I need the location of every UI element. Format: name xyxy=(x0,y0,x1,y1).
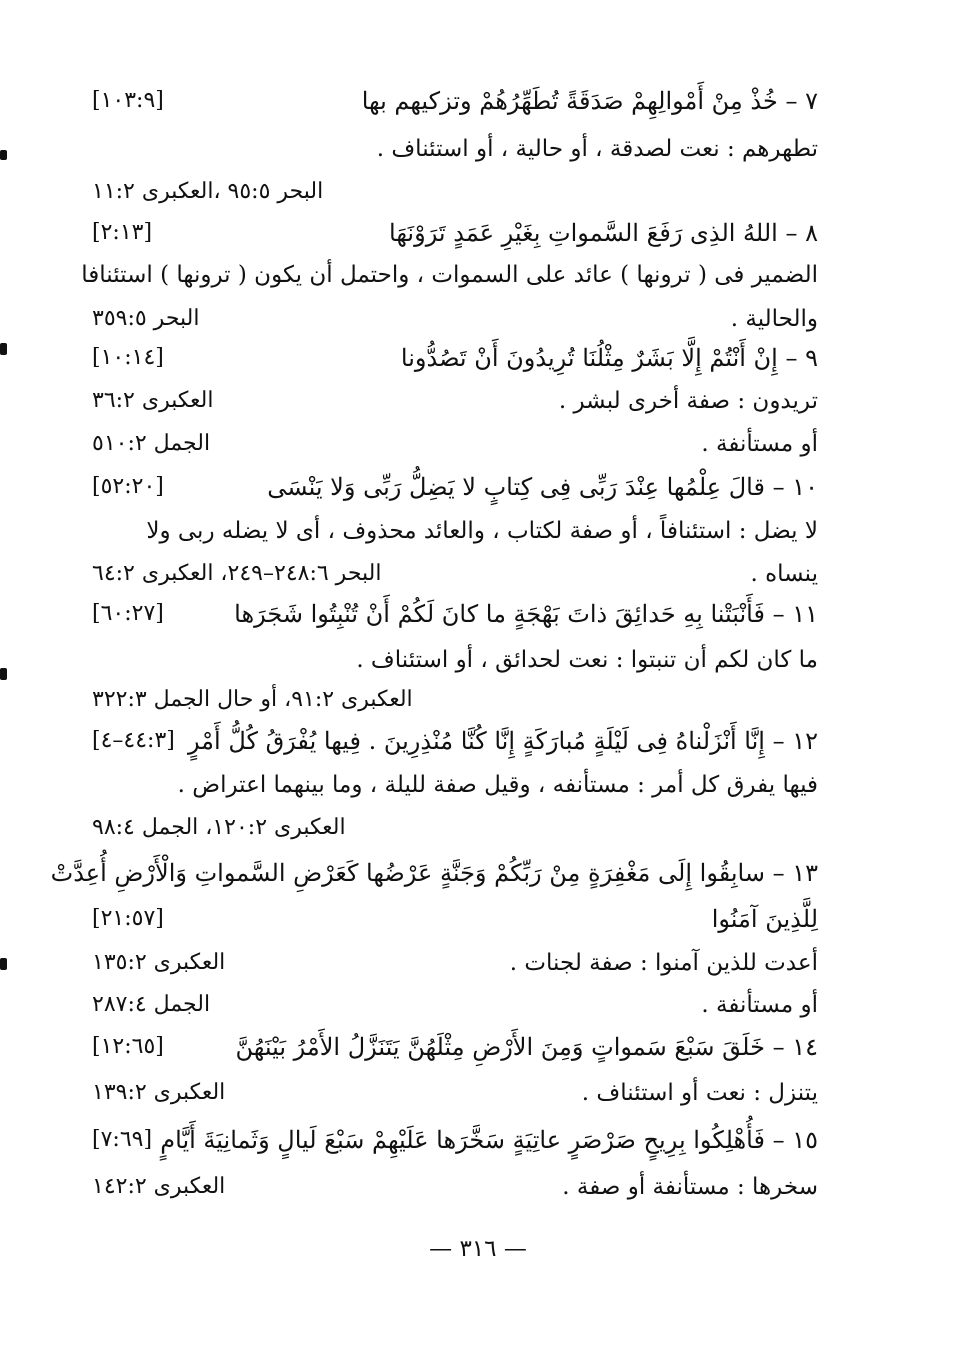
verse-line xyxy=(92,470,818,504)
scan-edge-mark xyxy=(0,958,7,970)
verse-line xyxy=(92,1123,818,1157)
source-citation: الجمل ٢٨٧:٤ xyxy=(92,992,211,1017)
commentary-line xyxy=(92,557,818,591)
commentary-line xyxy=(92,946,818,980)
scan-edge-mark xyxy=(0,343,7,355)
verse-reference: [٢١:٥٧] xyxy=(92,906,164,931)
source-citation: البحر ٩٥:٥ ،العكبرى ١١:٢ xyxy=(92,179,324,204)
line-text: يتنزل : نعت أو استئناف . xyxy=(581,1080,818,1106)
commentary-line xyxy=(92,427,818,461)
source-citation: العكبرى ١٣٥:٢ xyxy=(92,950,226,975)
quran-verse-text: ١٠ – قالَ عِلْمُها عِنْدَ رَبِّى فِى كِتابٍ لا يَضِلُّ رَبِّى وَلا يَنْسَى xyxy=(267,473,818,501)
source-citation: البحر ٢٤٨:٦–٢٤٩، العكبرى ٦٤:٢ xyxy=(92,561,382,586)
commentary-line xyxy=(92,132,818,166)
quran-verse-text: ٨ – اللهُ الذِى رَفَعَ السَّمواتِ بِغَيْرِ عَمَدٍ تَرَوْنَهَا xyxy=(389,219,818,247)
verse-reference: [٢:١٣] xyxy=(92,220,153,245)
commentary-line xyxy=(92,175,818,209)
commentary-line xyxy=(92,988,818,1022)
verse-line xyxy=(92,341,818,375)
source-citation: العكبرى ١٢٠:٢، الجمل ٩٨:٤ xyxy=(92,815,346,840)
scan-edge-mark xyxy=(0,150,7,160)
verse-line xyxy=(92,902,818,936)
verse-line xyxy=(50,856,818,890)
commentary-line xyxy=(92,643,818,677)
quran-verse-text: ٩ – إِنْ أَنْتُمْ إِلَّا بَشَرٌ مِثْلُنَا تُرِيدُونَ أَنْ تَصُدُّونا xyxy=(400,344,818,372)
line-text: تريدون : صفة أخرى لبشر . xyxy=(558,388,818,414)
source-citation: العكبرى ٣٦:٢ xyxy=(92,388,214,413)
page-number: — ٣١٦ — xyxy=(429,1236,527,1262)
verse-line xyxy=(92,597,818,631)
verse-reference: [٦٠:٢٧] xyxy=(92,601,164,626)
commentary-line xyxy=(92,302,818,336)
line-text: أعدت للذين آمنوا : صفة لجنات . xyxy=(509,950,818,976)
verse-reference: [١٠:١٤] xyxy=(92,345,164,370)
quran-verse-text: ١٢ – إِنَّا أَنْزَلْناهُ فِى لَيْلَةٍ مُبارَكَةٍ إِنَّا كُنَّا مُنْذِرِينَ . فِيها يُفْرَقُ كُلُّ أَمْرٍ xyxy=(187,727,818,755)
source-citation: العكبرى ٩١:٢، أو حال الجمل ٣٢٢:٣ xyxy=(92,687,413,712)
source-citation: العكبرى ١٤٢:٢ xyxy=(92,1174,226,1199)
verse-line xyxy=(92,84,818,118)
scan-edge-mark xyxy=(0,668,7,680)
source-citation: البحر ٣٥٩:٥ xyxy=(92,306,200,331)
commentary-line xyxy=(92,811,818,845)
line-text: أو مستأنفة . xyxy=(701,992,818,1018)
line-text: الضمير فى ( ترونها ) عائد على السموات ، واحتمل أن يكون ( ترونها ) استئنافا xyxy=(81,262,818,288)
quran-verse-text: ١٤ – خَلَقَ سَبْعَ سَمواتٍ وَمِنَ الأَرْضِ مِثْلَهُنَّ يَتَنَزَّلُ الأَمْرُ بَيْنَهُنَّ xyxy=(235,1033,818,1061)
line-text: ما كان لكم أن تنبتوا : نعت لحدائق ، أو استئناف . xyxy=(356,647,818,673)
verse-reference: [٤٤:٣–٤] xyxy=(92,728,175,753)
verse-line xyxy=(92,1030,818,1064)
line-text: لا يضل : استئنافاً ، أو صفة لكتاب ، والعائد محذوف ، أى لا يضله ربى ولا xyxy=(146,518,818,544)
verse-line xyxy=(92,724,818,758)
quran-verse-text: ١٥ – فَأُهْلِكُوا بِرِيحٍ صَرْصَرٍ عاتِيَةٍ سَخَّرَها عَلَيْهِمْ سَبْعَ لَيالٍ وَثَمانِيَةَ أَيَّامٍ xyxy=(160,1126,818,1154)
commentary-line xyxy=(92,514,818,548)
line-text: أو مستأنفة . xyxy=(701,431,818,457)
source-citation: الجمل ٥١٠:٢ xyxy=(92,431,211,456)
commentary-line xyxy=(92,683,818,717)
verse-reference: [١٢:٦٥] xyxy=(92,1034,164,1059)
line-text: تطهرهم : نعت لصدقة ، أو حالية ، أو استئناف . xyxy=(376,136,818,162)
source-citation: العكبرى ١٣٩:٢ xyxy=(92,1080,226,1105)
commentary-line xyxy=(92,384,818,418)
verse-reference: [١٠٣:٩] xyxy=(92,88,164,113)
quran-verse-text: ١١ – فَأَنْبَتْنا بِهِ حَدائِقَ ذاتَ بَهْجَةٍ ما كانَ لَكُمْ أَنْ تُنْبِتُوا شَجَرَها xyxy=(234,600,818,628)
quran-verse-text: ١٣ – سابِقُوا إِلَى مَغْفِرَةٍ مِنْ رَبِّكُمْ وَجَنَّةٍ عَرْضُها كَعَرْضِ السَّمواتِ وَالْأَرْضِ أُعِدَّتْ xyxy=(50,859,818,887)
verse-reference: [٥٢:٢٠] xyxy=(92,474,164,499)
line-text: سخرها : مستأنفة أو صفة . xyxy=(562,1174,818,1200)
verse-line xyxy=(92,216,818,250)
verse-reference: [٧:٦٩] xyxy=(92,1127,153,1152)
commentary-line xyxy=(92,1076,818,1110)
quran-verse-text: لِلَّذِينَ آمَنُوا xyxy=(711,905,818,933)
line-text: فيها يفرق كل أمر : مستأنفه ، وقيل صفة لليلة ، وما بينهما اعتراض . xyxy=(177,772,818,798)
line-text: والحالية . xyxy=(730,306,818,332)
quran-verse-text: ٧ – خُذْ مِنْ أَمْوالِهِمْ صَدَقَةً تُطَهِّرُهُمْ وتزكيهم بها xyxy=(361,87,818,115)
commentary-line xyxy=(92,768,818,802)
line-text: ينساه . xyxy=(750,561,818,587)
commentary-line xyxy=(81,258,818,292)
commentary-line xyxy=(92,1170,818,1204)
